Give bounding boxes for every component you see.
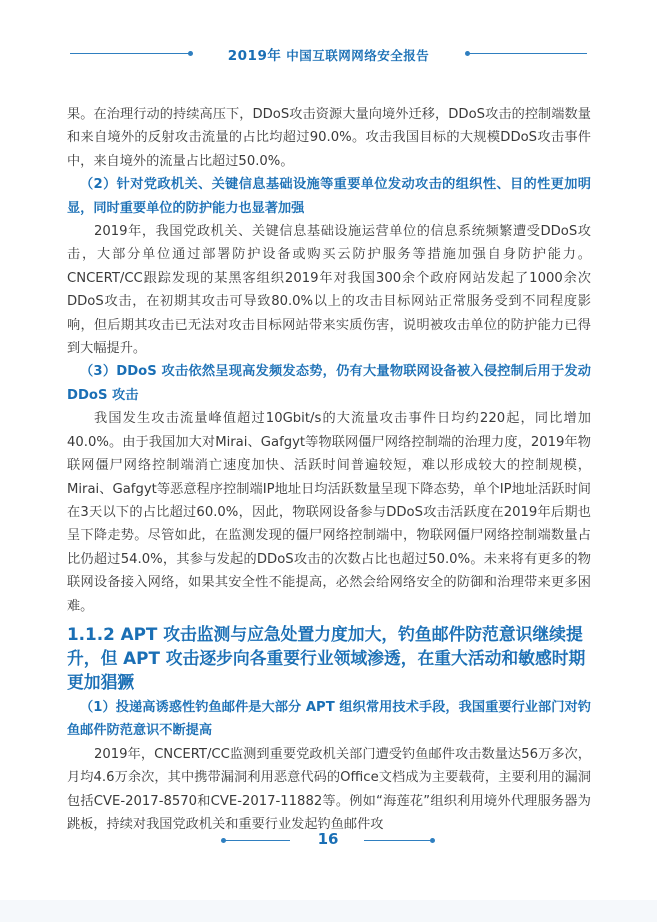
header-title [228, 44, 429, 64]
paragraph-iot-botnet: 我国发生攻击流量峰值超过10Gbit/s的大流量攻击事件日均约220起，同比增加40.0%。由于我国加大对Mirai、Gafgyt等物联网僵尸网络控制端的治理力度，2019年物联网僵尸网络控制端消亡速度加快、活跃时间普遍较短，难以形成较大的控制规模，Mirai、Gafgyt等恶意程序控制端IP地址日均活跃数量呈现下降态势，单个IP地址活跃时间在3天以下的占比超过60.0%，因此，物联网设备参与DDoS攻击活跃度在2019年后期也呈下降走势。尽管如此，在监测发现的僵尸网络控制端中，物联网僵尸网络控制端数量占比仍超过54.0%，其参与发起的DDoS攻击的次数占比也超过50.0%。未来将有更多的物联网设备接入网络，如果其安全性不能提高，必然会给网络安全的防御和治理带来更多困难。 [67, 411, 591, 614]
page-number: 16 [317, 830, 339, 848]
page-bottom-band [0, 900, 657, 922]
page-body [67, 103, 591, 836]
subheading-2: （2）针对党政机关、关键信息基础设施等重要单位发动攻击的组织性、目的性更加明显，同时重要单位的防护能力也显著加强 [67, 177, 591, 216]
header-rule-right [467, 53, 587, 54]
subheading-1: （1）投递高诱惑性钓鱼邮件是大部分 APT 组织常用技术手段，我国重要行业部门对钓鱼邮件防范意识不断提高 [67, 699, 591, 739]
header-dot-left [188, 51, 193, 56]
footer-rule-right [364, 840, 430, 841]
paragraph-ddos-overseas: 果。在治理行动的持续高压下，DDoS攻击资源大量向境外迁移，DDoS攻击的控制端数量和来自境外的反射攻击流量的占比均超过90.0%。攻击我国目标的大规模DDoS攻击事件中，来自境外的流量占比超过50.0%。 [67, 107, 591, 169]
paragraph-gov-ddos: 2019年，我国党政机关、关键信息基础设施运营单位的信息系统频繁遭受DDoS攻击，大部分单位通过部署防护设备或购买云防护服务等措施加强自身防护能力。CNCERT/CC跟踪发现的某黑客组织2019年对我国300余个政府网站发起了1000余次DDoS攻击，在初期其攻击可导致80.0%以上的攻击目标网站正常服务受到不同程度影响，但后期其攻击已无法对攻击目标网站带来实质伤害，说明被攻击单位的防护能力已得到大幅提升。 [67, 224, 591, 357]
paragraph-phishing: 2019年，CNCERT/CC监测到重要党政机关部门遭受钓鱼邮件攻击数量达56万多次，月均4.6万余次，其中携带漏洞利用恶意代码的Office文档成为主要载荷，主要利用的漏洞包括CVE-2017-8570和CVE-2017-11882等。例如“海莲花”组织利用境外代理服务器为跳板，持续对我国党政机关和重要行业发起钓鱼邮件攻 [67, 746, 591, 832]
page-header [0, 44, 657, 64]
header-report-title: 中国互联网网络安全报告 [286, 48, 430, 63]
header-rule-left [70, 53, 190, 54]
header-dot-right [465, 51, 470, 56]
footer-dot-left [221, 838, 226, 843]
section-heading-1-1-2: 1.1.2 APT 攻击监测与应急处置力度加大，钓鱼邮件防范意识继续提升，但 APT 攻击逐步向各重要行业领域渗透，在重大活动和敏感时期更加猖獗 [67, 623, 586, 692]
subheading-3: （3）DDoS 攻击依然呈现高发频发态势，仍有大量物联网设备被入侵控制后用于发动 DDoS 攻击 [67, 364, 591, 403]
header-year: 2019年 [227, 48, 282, 64]
footer-rule-left [224, 840, 290, 841]
footer-dot-right [430, 838, 435, 843]
